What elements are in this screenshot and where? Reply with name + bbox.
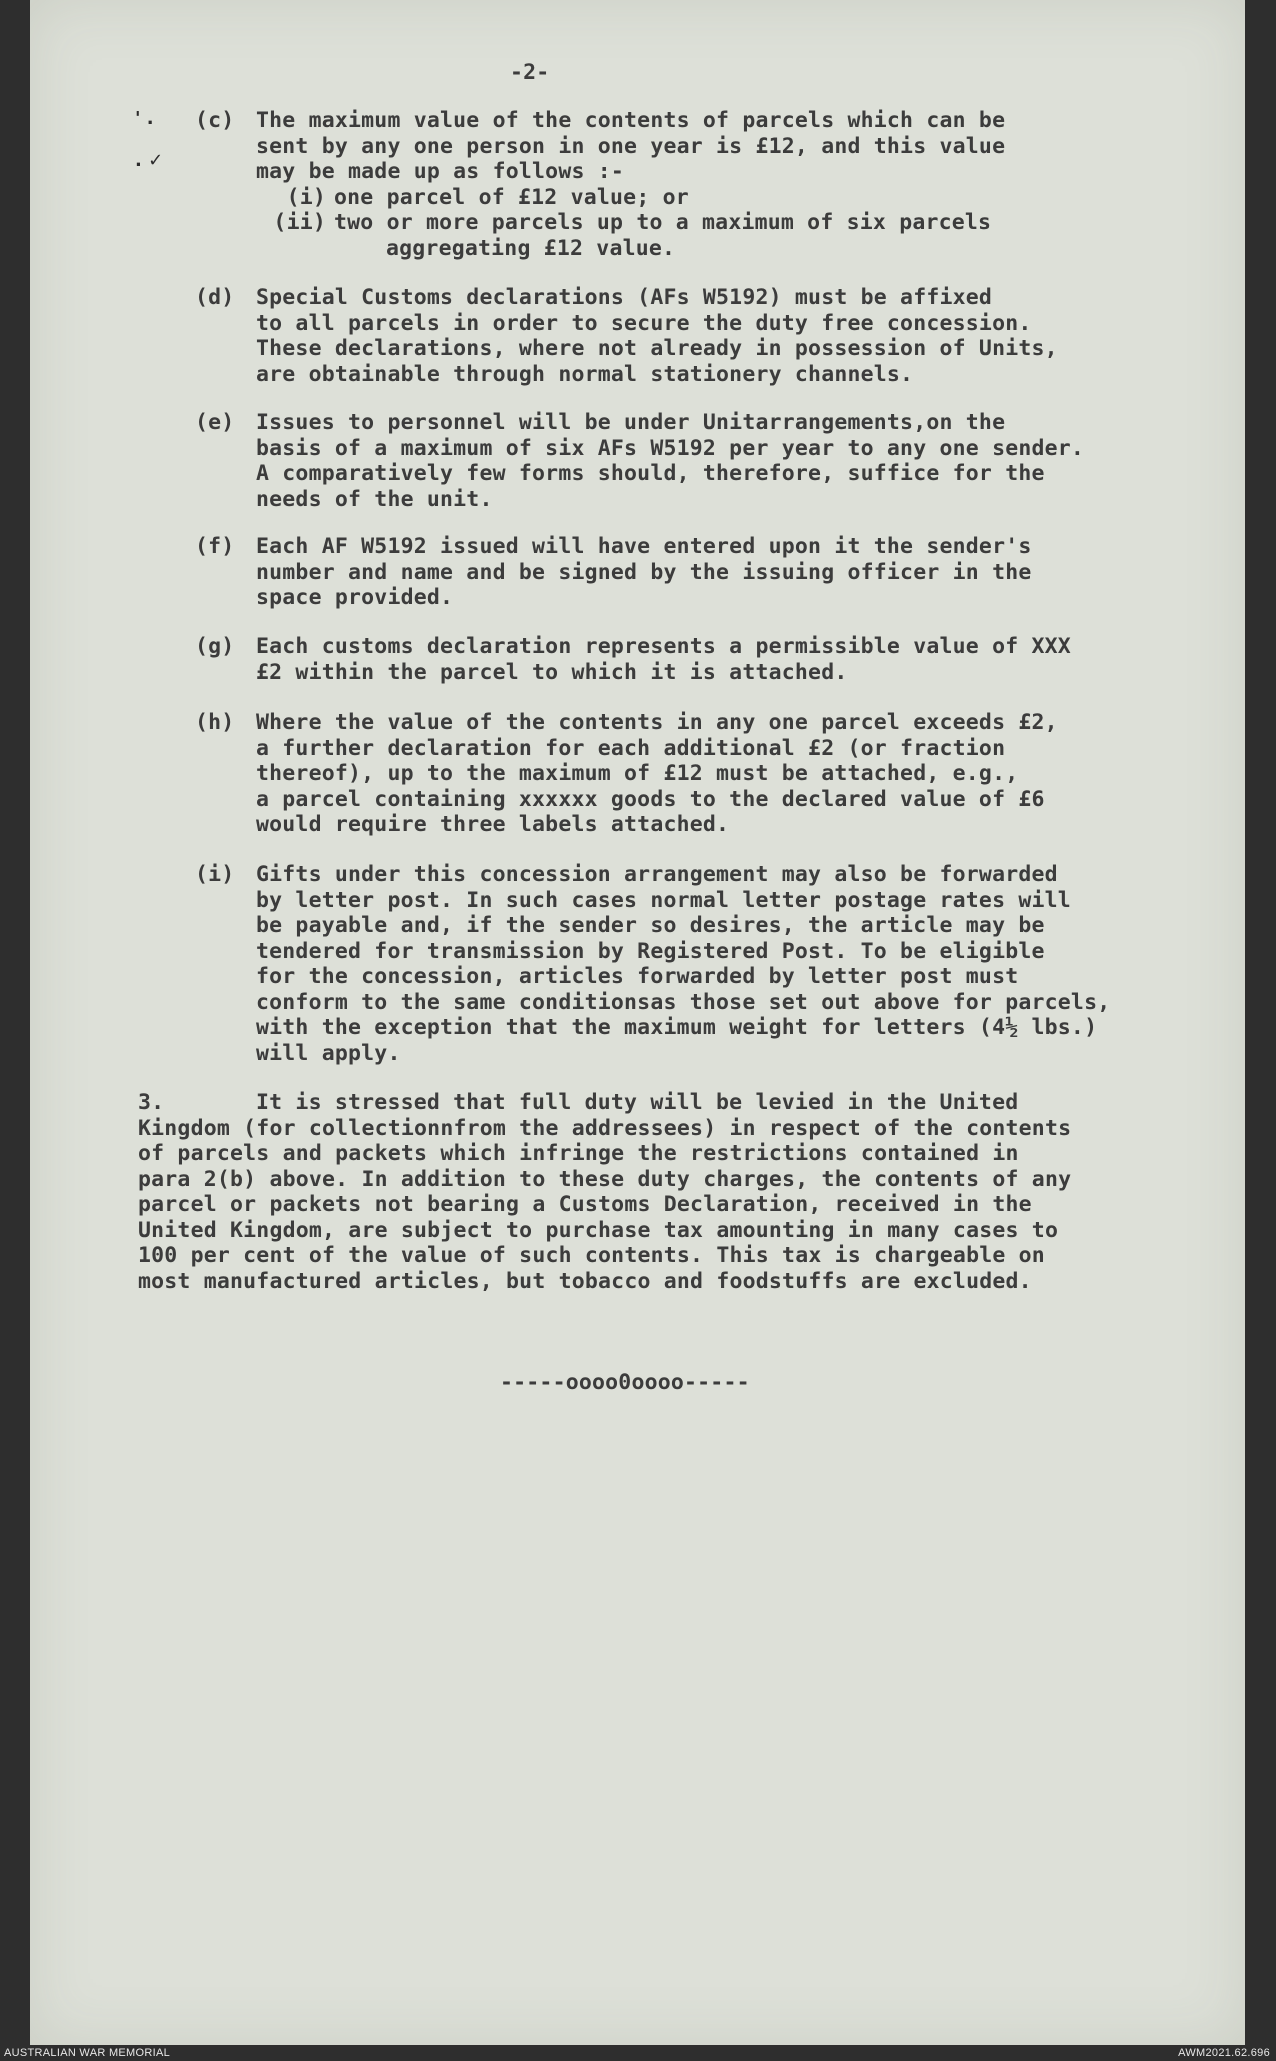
paragraph-line: number and name and be signed by the issuing officer in the bbox=[256, 559, 1032, 585]
paragraph-line: The maximum value of the contents of parcels which can be bbox=[256, 108, 1006, 133]
paragraph-label: (f) bbox=[195, 534, 235, 559]
paragraph-line: with the exception that the maximum weight for letters (4½ lbs.) bbox=[256, 1015, 1098, 1040]
section-line: of parcels and packets which infringe the restrictions contained in bbox=[138, 1141, 1019, 1166]
end-divider: -----oooo0oooo----- bbox=[500, 1370, 750, 1395]
paragraph-line: will apply. bbox=[256, 1040, 401, 1066]
paragraph-line: Where the value of the contents in any one parcel exceeds £2, bbox=[256, 710, 1058, 735]
section-line: 100 per cent of the value of such contents. This tax is chargeable on bbox=[138, 1243, 1045, 1268]
margin-pencil-mark: . ✓ bbox=[135, 150, 164, 171]
paragraph-label: (i) bbox=[195, 862, 235, 887]
paragraph-line: a parcel containing xxxxxx goods to the declared value of £6 bbox=[256, 786, 1045, 812]
archive-credit: AUSTRALIAN WAR MEMORIAL bbox=[4, 2047, 171, 2059]
paragraph-line: Issues to personnel will be under Unitarrangements,on the bbox=[256, 410, 1006, 435]
paragraph-line: Each AF W5192 issued will have entered upon it the sender's bbox=[256, 534, 1032, 559]
subitem-line: aggregating £12 value. bbox=[386, 235, 676, 261]
subitem-line: two or more parcels up to a maximum of six parcels bbox=[334, 210, 992, 235]
paragraph-line: A comparatively few forms should, therefore, suffice for the bbox=[256, 461, 1045, 486]
paragraph-line: to all parcels in order to secure the duty free concession. bbox=[256, 310, 1032, 336]
paragraph-line: needs of the unit. bbox=[256, 486, 493, 512]
paragraph-line: sent by any one person in one year is £12, and this value bbox=[256, 133, 1006, 159]
paragraph-line: conform to the same conditionsas those set out above for parcels, bbox=[256, 989, 1111, 1015]
section-line: Kingdom (for collectionnfrom the addressees) in respect of the contents bbox=[138, 1115, 1072, 1141]
page-number: -2- bbox=[510, 60, 550, 85]
paragraph-line: tendered for transmission by Registered Post. To be eligible bbox=[256, 938, 1045, 964]
paragraph-line: for the concession, articles forwarded by letter post must bbox=[256, 964, 1019, 989]
section-line: parcel or packets not bearing a Customs Declaration, received in the bbox=[138, 1192, 1032, 1217]
paragraph-line: may be made up as follows :- bbox=[256, 159, 625, 184]
paragraph-line: would require three labels attached. bbox=[256, 812, 730, 837]
paragraph-line: These declarations, where not already in possession of Units, bbox=[256, 336, 1058, 361]
paragraph-label: (g) bbox=[195, 634, 235, 659]
paragraph-line: be payable and, if the sender so desires, the article may be bbox=[256, 913, 1045, 938]
archive-reference: AWM2021.62.696 bbox=[1178, 2047, 1270, 2059]
section-line: most manufactured articles, but tobacco and foodstuffs are excluded. bbox=[138, 1268, 1032, 1294]
subitem-label: (ii) bbox=[273, 210, 326, 235]
paragraph-line: Each customs declaration represents a permissible value of XXX bbox=[256, 634, 1071, 659]
margin-pencil-mark: ' . bbox=[135, 108, 154, 129]
paragraph-line: £2 within the parcel to which it is attached. bbox=[256, 659, 848, 685]
subitem-line: one parcel of £12 value; or bbox=[334, 184, 689, 210]
paragraph-line: a further declaration for each additional £2 (or fraction bbox=[256, 735, 1006, 761]
section-line: United Kingdom, are subject to purchase tax amounting in many cases to bbox=[138, 1217, 1059, 1243]
section-line: para 2(b) above. In addition to these duty charges, the contents of any bbox=[138, 1166, 1072, 1192]
paragraph-label: (c) bbox=[195, 108, 235, 133]
paragraph-line: space provided. bbox=[256, 585, 454, 610]
paragraph-line: are obtainable through normal stationery channels. bbox=[256, 361, 914, 387]
subitem-label: (i) bbox=[286, 184, 326, 210]
paragraph-line: by letter post. In such cases normal letter postage rates will bbox=[256, 887, 1071, 913]
paragraph-label: (h) bbox=[195, 710, 235, 735]
paragraph-label: (e) bbox=[195, 410, 235, 435]
document-sheet bbox=[30, 0, 1245, 2045]
paragraph-line: Special Customs declarations (AFs W5192) must be affixed bbox=[256, 285, 993, 310]
paragraph-line: Gifts under this concession arrangement may also be forwarded bbox=[256, 862, 1058, 887]
section-line: It is stressed that full duty will be levied in the United bbox=[256, 1090, 1019, 1115]
paragraph-line: thereof), up to the maximum of £12 must be attached, e.g., bbox=[256, 761, 1019, 786]
paragraph-label: (d) bbox=[195, 285, 235, 310]
section-number: 3. bbox=[138, 1090, 165, 1115]
paragraph-line: basis of a maximum of six AFs W5192 per year to any one sender. bbox=[256, 435, 1085, 461]
